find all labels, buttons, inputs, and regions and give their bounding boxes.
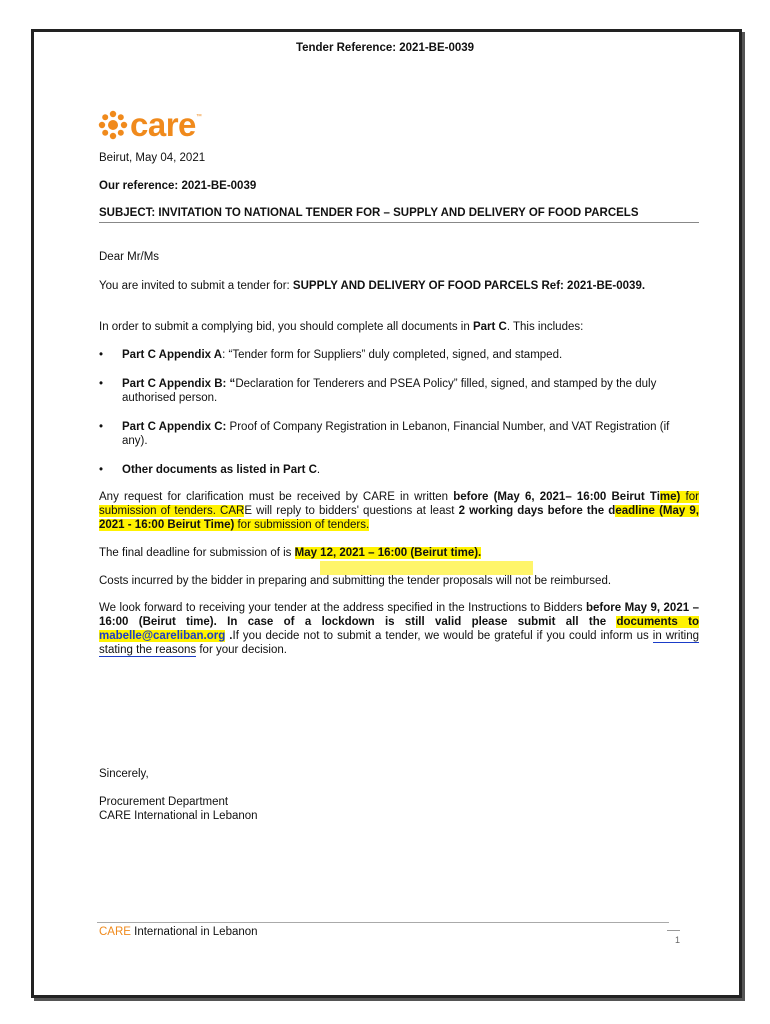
highlight-block xyxy=(320,561,533,575)
bullet-text: Part C Appendix B: “Declaration for Tenderers and PSEA Policy” filled, signed, and stamped by the duly authorised person. xyxy=(122,378,657,404)
page-number-divider xyxy=(667,930,680,931)
signature-department: Procurement Department xyxy=(99,796,229,808)
footer-divider xyxy=(97,922,669,923)
list-item xyxy=(99,463,689,479)
care-logo-word: care xyxy=(130,106,196,143)
trademark: ™ xyxy=(195,114,202,120)
closing: Sincerely, xyxy=(99,768,149,780)
invite-text: You are invited to submit a tender for: xyxy=(99,280,293,292)
list-item xyxy=(99,377,689,407)
bullet-icon: • xyxy=(99,349,104,361)
list-item xyxy=(99,420,689,450)
list-item xyxy=(99,348,689,364)
costs-note: Costs incurred by the bidder in preparing and submitting the tender proposals will not be reimbursed. xyxy=(99,575,612,587)
footer-care: CARE xyxy=(99,926,131,938)
bullet-icon: • xyxy=(99,421,104,433)
complying-text: In order to submit a complying bid, you should complete all documents in xyxy=(99,321,473,333)
subject-line: SUBJECT: INVITATION TO NATIONAL TENDER FOR – SUPPLY AND DELIVERY OF FOOD PARCELS xyxy=(99,206,699,223)
our-reference: Our reference: 2021-BE-0039 xyxy=(99,180,257,192)
tender-reference: Tender Reference: 2021-BE-0039 xyxy=(295,42,475,54)
complying-suffix: . This includes: xyxy=(506,321,584,333)
forward-paragraph: We look forward to receiving your tender at the address specified in the Instructions to Bidders before May 9, 2021 – 16:00 (Beirut time). In case of a lockdown is still valid please submit all the documents to mabelle@careliban.org .If you decide not to submit a tender, we would be grateful if you could inform us in writing stating the reasons for your decision. xyxy=(99,602,700,656)
invite-subject: SUPPLY AND DELIVERY OF FOOD PARCELS Ref: 2021-BE-0039. xyxy=(292,280,646,292)
footer-text: International in Lebanon xyxy=(130,926,258,938)
care-globe-icon xyxy=(98,110,128,140)
page-number: 1 xyxy=(675,935,681,945)
bullet-icon: • xyxy=(99,464,104,476)
clarification-paragraph: Any request for clarification must be received by CARE in written before (May 6, 2021– 16:00 Beirut Time) for submission of tenders. CARE will reply to bidders' questions at least 2 working days before the deadline (May 9, 2021 - 16:00 Beirut Time) for submission of tenders. xyxy=(99,491,700,531)
salutation: Dear Mr/Ms xyxy=(99,251,160,263)
signature-organization: CARE International in Lebanon xyxy=(99,810,258,822)
care-logo xyxy=(98,108,202,141)
final-deadline: The final deadline for submission of is May 12, 2021 – 16:00 (Beirut time). xyxy=(99,547,482,559)
bullet-text: Part C Appendix C: Proof of Company Registration in Lebanon, Financial Number, and VAT Registration (if any). xyxy=(122,421,670,447)
bullet-icon: • xyxy=(99,378,104,390)
invitation-paragraph xyxy=(99,279,699,293)
reasons-underline: in writing stating the reasons xyxy=(99,630,699,656)
complying-paragraph xyxy=(99,320,699,334)
footer xyxy=(99,926,258,938)
final-deadline-date: May 12, 2021 – 16:00 (Beirut time). xyxy=(294,547,482,559)
bullet-text: Part C Appendix A: “Tender form for Suppliers” duly completed, signed, and stamped. xyxy=(122,349,563,361)
bullet-text: Other documents as listed in Part C. xyxy=(122,464,321,476)
place-date: Beirut, May 04, 2021 xyxy=(99,152,206,164)
email-link[interactable]: mabelle@careliban.org xyxy=(99,630,226,642)
complying-part: Part C xyxy=(472,321,507,333)
